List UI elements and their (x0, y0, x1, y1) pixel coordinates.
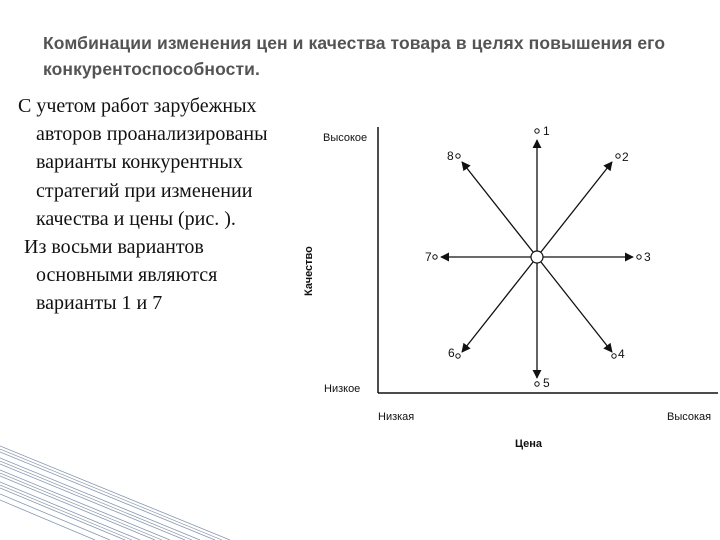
y-axis-title: Качество (303, 246, 315, 296)
x-axis-title: Цена (515, 438, 543, 450)
center-point (531, 251, 543, 263)
variant-5-label: 5 (543, 376, 550, 390)
variant-2-label: 2 (622, 150, 629, 164)
variant-4-label: 4 (618, 347, 625, 361)
variant-6-marker (456, 354, 460, 358)
variant-8-label: 8 (447, 149, 454, 163)
arrow-variant-8 (462, 162, 537, 257)
variant-7-marker (433, 255, 437, 259)
variant-6-label: 6 (448, 346, 455, 360)
y-low-label: Низкое (324, 383, 361, 395)
variant-1-marker (535, 129, 539, 133)
variant-3-label: 3 (644, 250, 651, 264)
arrow-variant-2 (537, 162, 612, 257)
y-high-label: Высокое (323, 132, 368, 144)
paragraph-1: С учетом работ зарубежных авторов проанализированы варианты конкурентных стратегий при изменении качества и цены (рис. ). (18, 95, 268, 230)
variant-7-label: 7 (425, 250, 432, 264)
arrow-variant-6 (462, 257, 537, 352)
variant-2-marker (616, 154, 620, 158)
arrow-variant-4 (537, 257, 612, 352)
paragraph-2: Из восьми вариантов основными являются варианты 1 и 7 (24, 236, 218, 315)
variant-1-label: 1 (543, 124, 550, 138)
variant-5-marker (535, 382, 539, 386)
x-low-label: Низкая (378, 411, 415, 423)
variant-3-marker (637, 255, 641, 259)
variant-4-marker (612, 354, 616, 358)
slide-title: Комбинации изменения цен и качества товара в целях повышения его конкурентоспособности. (43, 33, 666, 79)
x-high-label: Высокая (667, 411, 712, 423)
variant-8-marker (456, 154, 460, 158)
